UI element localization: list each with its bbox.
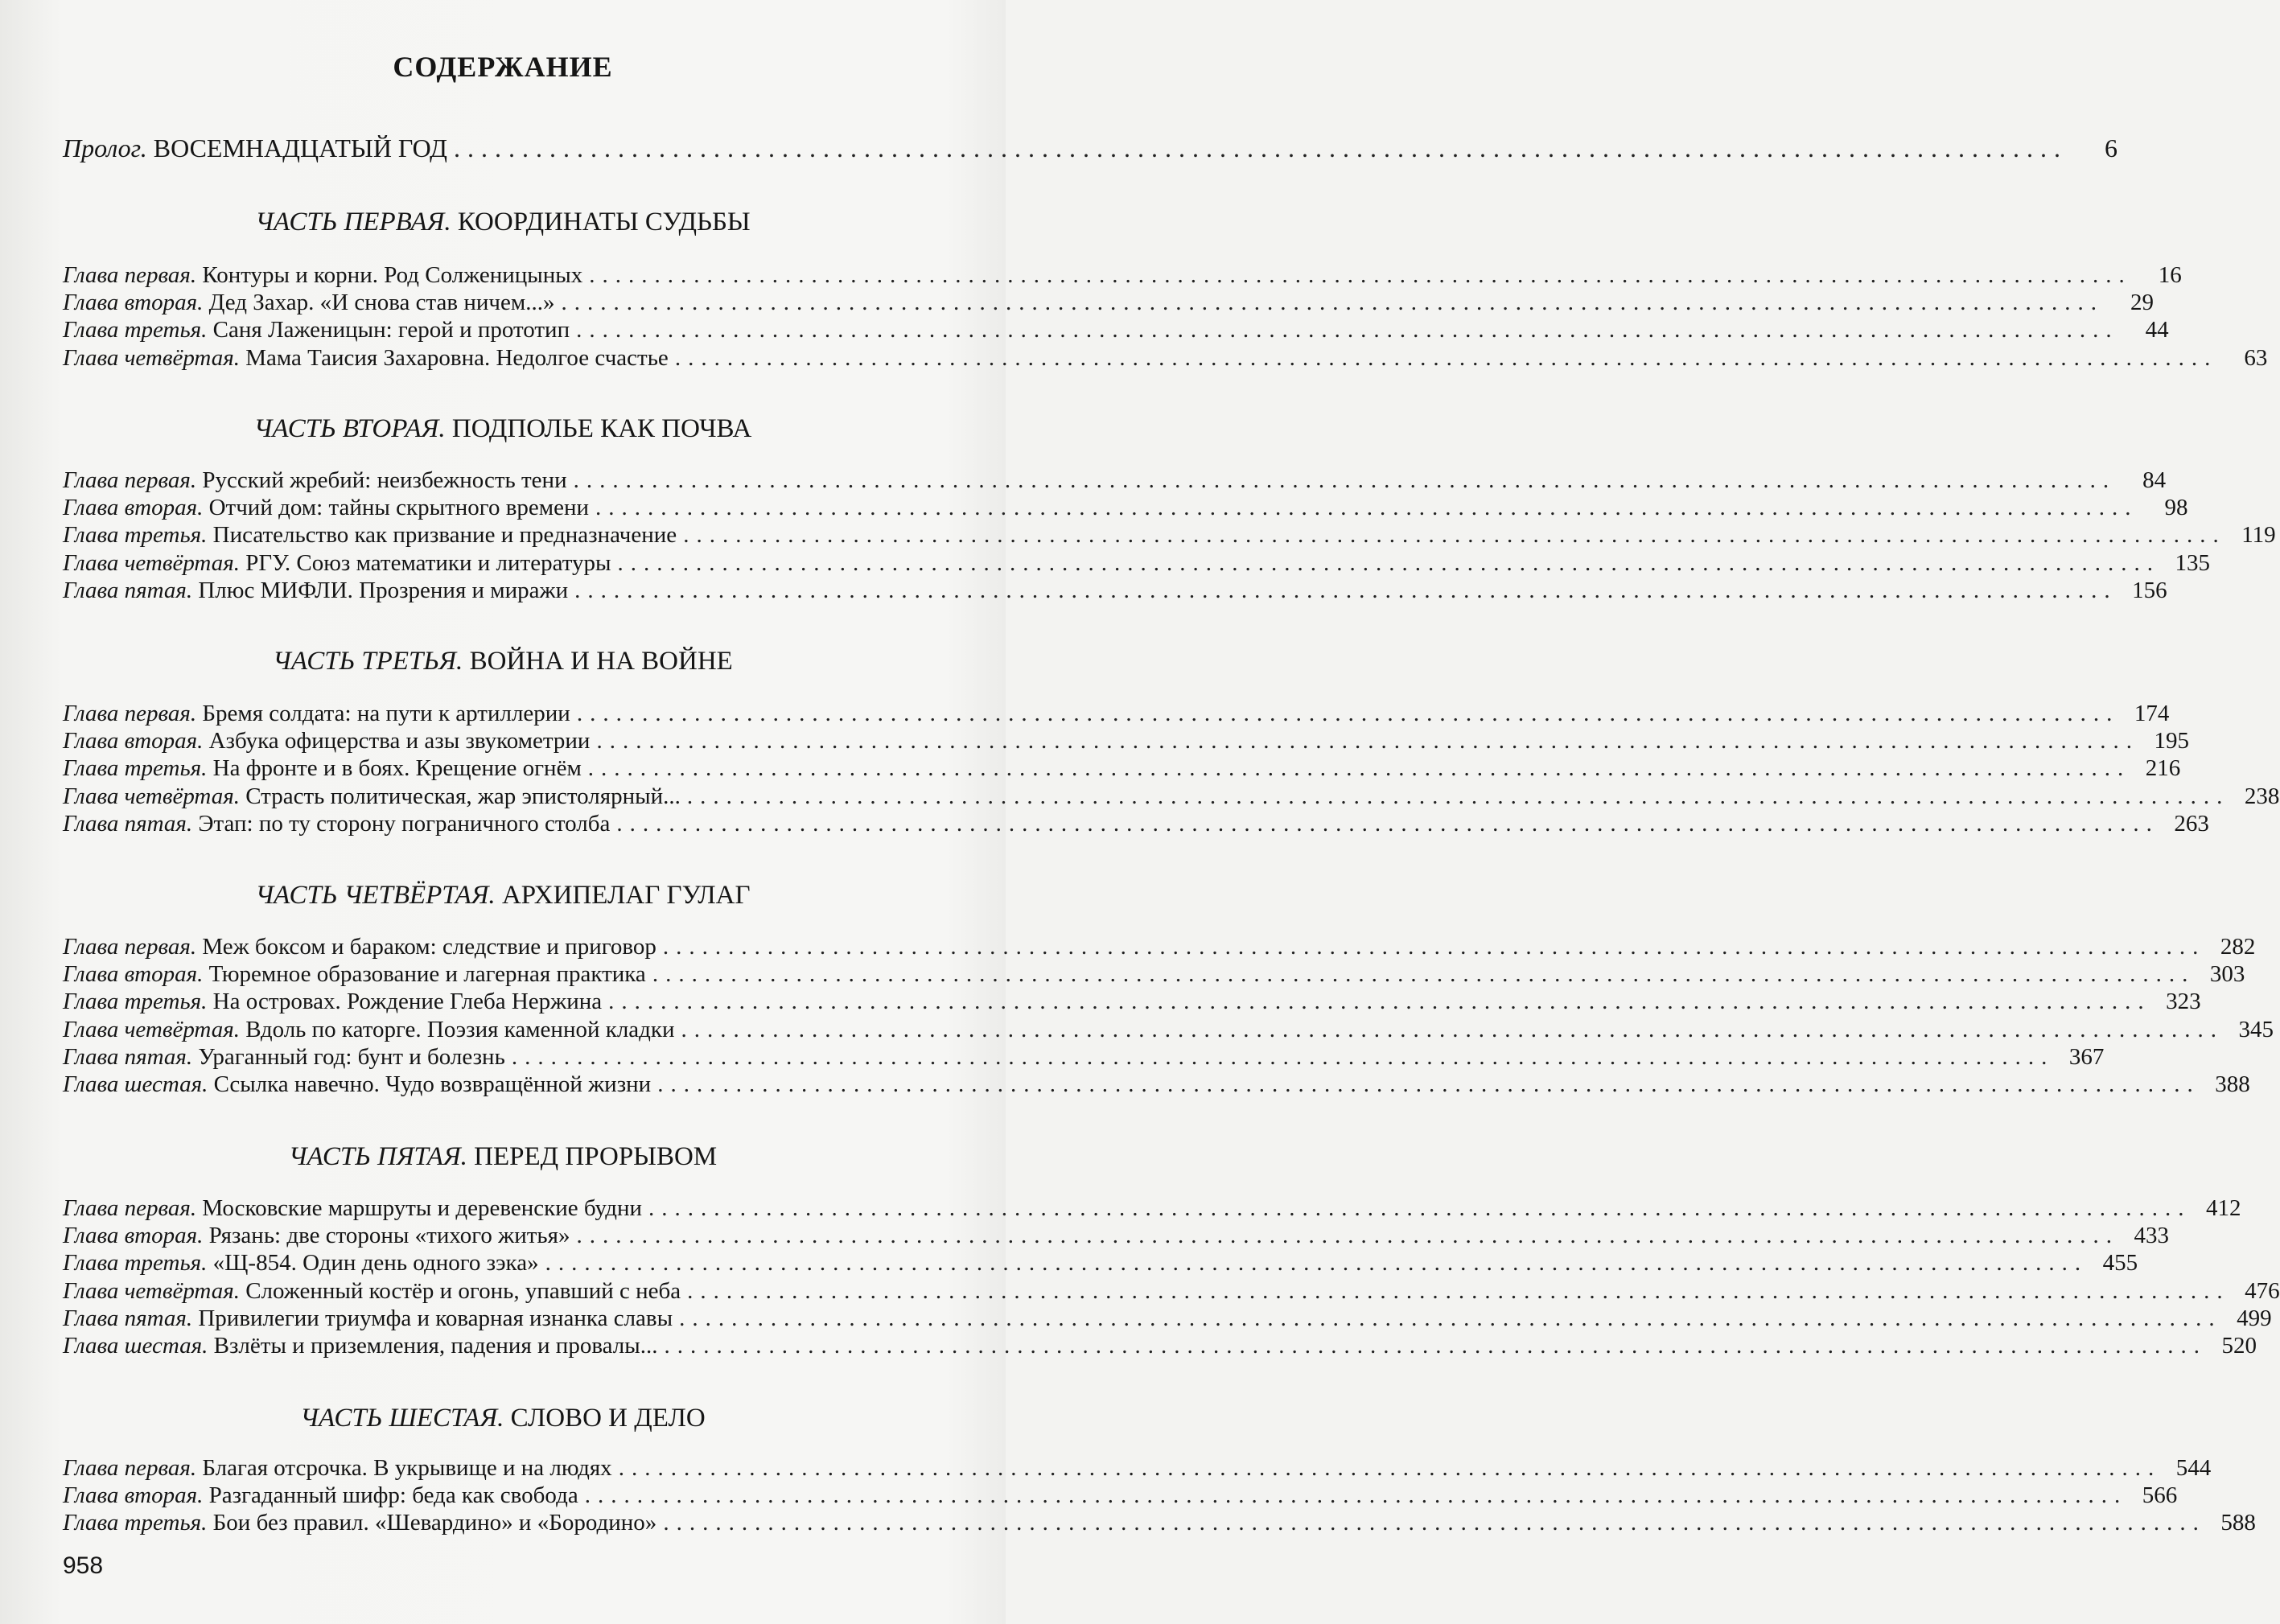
chapter-label: Глава шестая. [63, 1071, 208, 1097]
chapter-label: Глава шестая. [63, 1332, 208, 1359]
leader-dots: ...................................................................................................................... [657, 1071, 2200, 1097]
chapter-label: Глава вторая. [63, 961, 204, 988]
chapter-title: Ураганный год: бунт и болезнь [198, 1043, 505, 1070]
chapter-label: Глава четвёртая. [63, 344, 240, 371]
toc-entry [63, 577, 2167, 604]
toc-entry [63, 1016, 2274, 1043]
toc-entry [63, 467, 2167, 494]
leader-dots: ...................................................................................................................... [674, 344, 2218, 371]
toc-entry [63, 810, 2209, 837]
chapter-title: Разгаданный шифр: беда как свобода [208, 1482, 578, 1509]
part-label: ЧАСТЬ ШЕСТАЯ. [300, 1404, 504, 1433]
chapter-title: Мама Таисия Захаровна. Недолгое счастье [245, 344, 669, 371]
chapter-page: 345 [2238, 1016, 2274, 1042]
chapter-title: На фронте и в боях. Крещение огнём [212, 755, 582, 782]
chapter-list [63, 261, 2268, 372]
leader-dots: ...................................................................................................................... [618, 1455, 2162, 1481]
toc-entry [63, 494, 2188, 521]
leader-dots: ...................................................................................................................... [687, 1277, 2230, 1304]
toc-entry [63, 960, 2245, 988]
toc-entry [63, 1454, 2212, 1482]
leader-dots: ...................................................................................................................... [573, 467, 2117, 493]
toc-entry [63, 316, 2169, 343]
chapter-page: 195 [2154, 728, 2189, 754]
leader-dots: ...................................................................................................................... [679, 1305, 2222, 1331]
toc-entry [63, 1277, 2280, 1305]
chapter-page: 63 [2244, 344, 2268, 371]
chapter-label: Глава первая. [63, 934, 197, 960]
leader-dots: ...................................................................................................................... [545, 1250, 2089, 1277]
toc-entry [63, 783, 2280, 810]
toc-entry [63, 1482, 2178, 1509]
leader-dots: ...................................................................................................................... [561, 290, 2104, 316]
chapter-page: 588 [2220, 1510, 2256, 1536]
leader-dots: ...................................................................................................................... [589, 262, 2132, 288]
chapter-page: 174 [2134, 701, 2170, 726]
part-heading [0, 1142, 1006, 1172]
part-label: ЧАСТЬ ПЕРВАЯ. [255, 208, 451, 236]
leader-dots: ...................................................................................................................... [616, 810, 2159, 837]
part-title: ПОДПОЛЬЕ КАК ПОЧВА [451, 414, 752, 443]
part-label: ЧАСТЬ ТРЕТЬЯ. [273, 647, 463, 676]
chapter-title: На островах. Рождение Глеба Нержина [212, 989, 603, 1015]
chapter-label: Глава первая. [63, 262, 197, 288]
chapter-label: Глава третья. [63, 989, 208, 1015]
chapter-title: Бремя солдата: на пути к артиллерии [202, 701, 570, 726]
part-title: КООРДИНАТЫ СУДЬБЫ [457, 208, 751, 236]
chapter-page: 16 [2158, 262, 2182, 288]
chapter-label: Глава третья. [63, 1510, 208, 1536]
chapter-label: Глава третья. [63, 755, 208, 782]
leader-dots: ...................................................................................................................... [652, 961, 2196, 988]
chapter-title: Писательство как призвание и предназначение [212, 522, 677, 549]
chapter-page: 156 [2132, 577, 2167, 603]
chapter-page: 135 [2175, 549, 2210, 576]
chapter-title: Контуры и корни. Род Солженицыных [202, 262, 583, 288]
part-title: СЛОВО И ДЕЛО [510, 1404, 706, 1433]
leader-dots: ...................................................................................................................... [662, 934, 2206, 960]
toc-prologue [63, 134, 2117, 171]
part-heading [0, 1404, 1006, 1433]
part-heading [0, 208, 1006, 237]
chapter-list [63, 1194, 2280, 1359]
chapter-page: 29 [2130, 290, 2154, 316]
leader-dots: ...................................................................................................................... [686, 783, 2230, 809]
toc-entry [63, 1222, 2169, 1249]
chapter-label: Глава вторая. [63, 1482, 204, 1509]
chapter-page: 367 [2068, 1043, 2105, 1070]
chapter-label: Глава четвёртая. [63, 1277, 240, 1304]
chapter-title: Азбука офицерства и азы звукометрии [208, 728, 591, 754]
toc-entry [63, 1509, 2256, 1536]
leader-dots: ...................................................................................................................... [617, 549, 2160, 576]
chapter-page: 433 [2134, 1223, 2169, 1249]
leader-dots: ...................................................................................................................... [576, 317, 2119, 343]
chapter-label: Глава вторая. [63, 1223, 204, 1249]
chapter-label: Глава третья. [63, 317, 208, 343]
chapter-page: 388 [2215, 1071, 2250, 1097]
chapter-label: Глава первая. [63, 467, 197, 493]
part-heading [0, 881, 1006, 911]
leader-dots: ...................................................................................................................... [681, 1016, 2224, 1042]
leader-dots: ...................................................................................................................... [663, 1510, 2206, 1536]
leader-dots: ...................................................................................................................... [664, 1332, 2207, 1359]
chapter-title: Московские маршруты и деревенские будни [202, 1195, 643, 1221]
leader-dots: ...................................................................................................................... [574, 577, 2117, 603]
chapter-list [63, 700, 2280, 837]
chapter-title: Рязань: две стороны «тихого житья» [208, 1223, 570, 1249]
toc-entry [63, 1194, 2241, 1222]
chapter-label: Глава пятая. [63, 810, 193, 837]
leader-dots: ...................................................................................................................... [453, 134, 2068, 162]
chapter-page: 216 [2145, 755, 2181, 782]
chapter-title: Этап: по ту сторону пограничного столба [198, 810, 611, 837]
chapter-title: Привилегии триумфа и коварная изнанка славы [198, 1305, 673, 1331]
chapter-label: Глава вторая. [63, 290, 204, 316]
leader-dots: ...................................................................................................................... [576, 701, 2120, 726]
chapter-list [63, 467, 2276, 604]
toc-entry [63, 700, 2170, 727]
toc-entry [63, 727, 2189, 754]
leader-dots: ...................................................................................................................... [596, 728, 2139, 754]
chapter-list [63, 933, 2274, 1098]
leader-dots: ...................................................................................................................... [576, 1223, 2119, 1249]
chapter-page: 455 [2102, 1250, 2138, 1277]
toc-entry [63, 1305, 2272, 1332]
toc-entry [63, 1043, 2105, 1071]
chapter-page: 476 [2245, 1277, 2280, 1304]
chapter-title: Отчий дом: тайны скрытного времени [208, 495, 590, 521]
part-title: ВОЙНА И НА ВОЙНЕ [469, 647, 733, 676]
chapter-label: Глава первая. [63, 701, 197, 726]
chapter-page: 303 [2209, 961, 2245, 988]
toc-entry [63, 261, 2182, 289]
chapter-label: Глава третья. [63, 1250, 208, 1277]
chapter-label: Глава четвёртая. [63, 783, 240, 809]
toc-entry [63, 1071, 2250, 1098]
part-label: ЧАСТЬ ЧЕТВЁРТАЯ. [255, 881, 496, 910]
chapter-title: Страсть политическая, жар эпистолярный... [245, 783, 681, 809]
chapter-page: 238 [2244, 783, 2280, 809]
part-label: ЧАСТЬ ВТОРАЯ. [253, 414, 446, 443]
chapter-page: 499 [2237, 1305, 2272, 1331]
leader-dots: ...................................................................................................................... [595, 495, 2138, 521]
chapter-page: 520 [2221, 1332, 2257, 1359]
toc-entry [63, 933, 2256, 960]
leader-dots: ...................................................................................................................... [683, 522, 2226, 549]
chapter-title: Взлёты и приземления, падения и провалы... [213, 1332, 658, 1359]
chapter-label: Глава третья. [63, 522, 208, 549]
leader-dots: ...................................................................................................................... [648, 1195, 2192, 1221]
prologue-label: Пролог. [63, 134, 147, 162]
toc-entry [63, 521, 2276, 549]
page-number: 958 [63, 1552, 104, 1579]
chapter-label: Глава четвёртая. [63, 1016, 240, 1042]
chapter-label: Глава четвёртая. [63, 549, 240, 576]
chapter-page: 44 [2145, 317, 2169, 343]
prologue-page: 6 [2104, 134, 2117, 162]
leader-dots: ...................................................................................................................... [584, 1482, 2128, 1509]
part-heading [0, 414, 1006, 444]
chapter-title: Благая отсрочка. В укрывище и на людях [202, 1455, 612, 1481]
chapter-title: Меж боксом и бараком: следствие и приговор [202, 934, 656, 960]
chapter-title: РГУ. Союз математики и литературы [245, 549, 611, 576]
chapter-page: 566 [2142, 1482, 2178, 1509]
chapter-page: 323 [2166, 989, 2201, 1015]
part-title: ПЕРЕД ПРОРЫВОМ [474, 1142, 718, 1171]
chapter-label: Глава вторая. [63, 495, 204, 521]
chapter-page: 84 [2142, 467, 2167, 493]
chapter-page: 544 [2175, 1455, 2212, 1481]
chapter-label: Глава пятая. [63, 577, 193, 603]
chapter-title: Бои без правил. «Шевардино» и «Бородино» [212, 1510, 657, 1536]
chapter-title: Саня Лаженицын: герой и прототип [212, 317, 570, 343]
chapter-title: «Щ-854. Один день одного зэка» [212, 1250, 539, 1277]
toc-entry [63, 1332, 2257, 1359]
chapter-page: 412 [2206, 1195, 2241, 1221]
chapter-title: Тюремное образование и лагерная практика [208, 961, 646, 988]
chapter-title: Русский жребий: неизбежность тени [202, 467, 567, 493]
chapter-page: 98 [2164, 495, 2188, 521]
part-title: АРХИПЕЛАГ ГУЛАГ [501, 881, 751, 910]
toc-entry [63, 988, 2201, 1015]
page-title: СОДЕРЖАНИЕ [393, 51, 613, 83]
toc-entry [63, 549, 2210, 577]
toc-entry [63, 289, 2154, 316]
chapter-title: Дед Захар. «И снова став ничем...» [208, 290, 555, 316]
chapter-label: Глава первая. [63, 1195, 197, 1221]
part-heading [0, 647, 1006, 676]
toc-entry [63, 754, 2181, 782]
chapter-title: Вдоль по каторге. Поэзия каменной кладки [245, 1016, 675, 1042]
chapter-title: Ссылка навечно. Чудо возвращённой жизни [213, 1071, 652, 1097]
toc-entry [63, 1249, 2138, 1277]
chapter-page: 282 [2220, 934, 2256, 960]
leader-dots: ...................................................................................................................... [511, 1043, 2055, 1070]
prologue-title: ВОСЕМНАДЦАТЫЙ ГОД [153, 134, 447, 162]
chapter-label: Глава пятая. [63, 1305, 193, 1331]
chapter-page: 119 [2241, 522, 2276, 549]
chapter-list [63, 1454, 2256, 1537]
toc-entry [63, 344, 2268, 372]
chapter-page: 263 [2174, 810, 2209, 837]
part-label: ЧАСТЬ ПЯТАЯ. [288, 1142, 467, 1171]
chapter-title: Плюс МИФЛИ. Прозрения и миражи [198, 577, 569, 603]
chapter-label: Глава вторая. [63, 728, 204, 754]
chapter-label: Глава первая. [63, 1455, 197, 1481]
chapter-title: Сложенный костёр и огонь, упавший с неба [245, 1277, 681, 1304]
leader-dots: ...................................................................................................................... [587, 755, 2131, 782]
leader-dots: ...................................................................................................................... [608, 989, 2151, 1015]
chapter-label: Глава пятая. [63, 1043, 193, 1070]
